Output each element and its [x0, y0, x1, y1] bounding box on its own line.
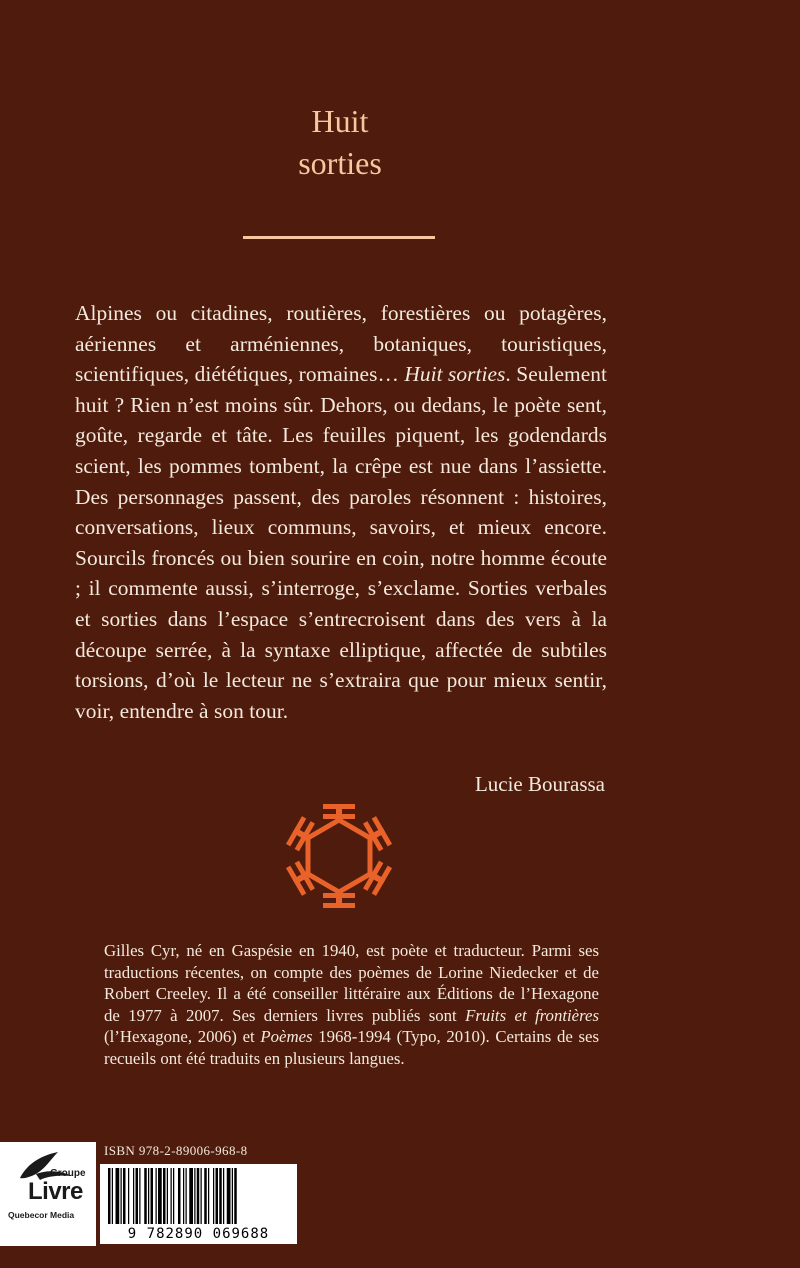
barcode-bar — [223, 1168, 224, 1224]
barcode-bar — [201, 1168, 202, 1224]
barcode-bar — [178, 1168, 181, 1224]
barcode-bar — [156, 1168, 157, 1224]
bio-book-2: Poèmes — [260, 1027, 313, 1046]
barcode-bar — [213, 1168, 214, 1224]
book-title — [0, 100, 680, 184]
publisher-group-label: Groupe — [50, 1168, 86, 1179]
barcode-bar — [232, 1168, 233, 1224]
barcode-bar — [208, 1168, 209, 1224]
bio-text-1: Gilles Cyr, né en Gaspésie en 1940, est poète et traducteur. Parmi ses traductions récentes, on compte des poèmes de Lorine Niedecker et de Robert Creeley. Il a été conseiller littéraire aux Éditions de l’Hexagone de 1977 à 2007. Ses derniers livres publiés sont — [104, 941, 599, 1025]
hexagon-ornament-icon — [283, 800, 395, 912]
barcode-bar — [189, 1168, 193, 1224]
barcode-bar — [216, 1168, 219, 1224]
barcode-bar — [148, 1168, 149, 1224]
bio-text-3: 1968-1994 (Typo, 2010). Certains de ses recueils ont été traduits en plusieurs langues. — [104, 1027, 599, 1068]
barcode-bar — [204, 1168, 207, 1224]
isbn-label: ISBN 978-2-89006-968-8 — [104, 1143, 248, 1158]
barcode-bar — [234, 1168, 237, 1224]
barcode-bar — [121, 1168, 122, 1224]
barcode-bar — [227, 1168, 231, 1224]
blurb-title-italic: Huit sorties — [404, 362, 506, 387]
barcode-bar — [116, 1168, 120, 1224]
barcode-bar — [158, 1168, 162, 1224]
barcode-bar — [194, 1168, 195, 1224]
bio-book-1: Fruits et frontières — [465, 1005, 599, 1025]
barcode-bar — [163, 1168, 166, 1224]
barcode-bar — [144, 1168, 147, 1224]
barcode-bar — [151, 1168, 154, 1224]
blurb-text-end: . Seulement huit ? Rien n’est moins sûr. Dehors, ou dedans, le poète sent, goûte, regarde et tâte. Les feuilles piquent, les godendards scient, les pommes tombent, la crêpe est nue dans l’assiette. Des personnages passent, des paroles résonnent : histoires, conversations, lieux communs, savoirs, et mieux encore. Sourcils froncés ou bien sourire en coin, notre homme écoute ; il commente aussi, s’interroge, s’exclame. Sorties verbales et sorties dans l’espace s’entrecroisent dans des vers à la découpe serrée, à la syntaxe elliptique, affectée de subtiles torsions, d’où le lecteur ne s’extraira que pour mieux sentir, voir, entendre à son tour. — [75, 362, 608, 723]
bio-paragraph — [104, 940, 599, 1069]
title-divider — [243, 236, 435, 239]
barcode-bar — [112, 1168, 113, 1224]
blurb-text-start: Alpines ou citadines, routières, forestières ou potagères, aériennes et arméniennes, botaniques, touristiques, scientifiques, diététiques, romaines… — [75, 301, 607, 387]
blurb-author: Lucie Bourassa — [474, 772, 605, 796]
barcode-bar — [108, 1168, 111, 1224]
barcode-bar — [128, 1168, 129, 1224]
back-cover-blurb — [75, 298, 607, 726]
bio-text-2: (l’Hexagone, 2006) et — [104, 1027, 261, 1046]
barcode — [100, 1164, 297, 1244]
barcode-bar — [173, 1168, 174, 1224]
publisher-logo — [0, 1142, 96, 1246]
barcode-bar — [136, 1168, 139, 1224]
publisher-media-label: Quebecor Media — [8, 1210, 75, 1220]
barcode-bar — [197, 1168, 200, 1224]
publisher-name: Livre — [28, 1178, 83, 1205]
barcode-bar — [133, 1168, 134, 1224]
barcode-bar — [183, 1168, 184, 1224]
barcode-bar — [171, 1168, 172, 1224]
book-title-line1: Huit — [311, 103, 369, 139]
barcode-bar — [139, 1168, 140, 1224]
barcode-bar — [123, 1168, 126, 1224]
barcode-bar — [186, 1168, 187, 1224]
barcode-bar — [167, 1168, 168, 1224]
barcode-digits: 9 782890 069688 — [100, 1226, 297, 1242]
barcode-bar — [219, 1168, 222, 1224]
book-title-line2: sorties — [298, 145, 382, 181]
blurb-paragraph — [75, 298, 607, 726]
author-bio — [104, 940, 599, 1069]
